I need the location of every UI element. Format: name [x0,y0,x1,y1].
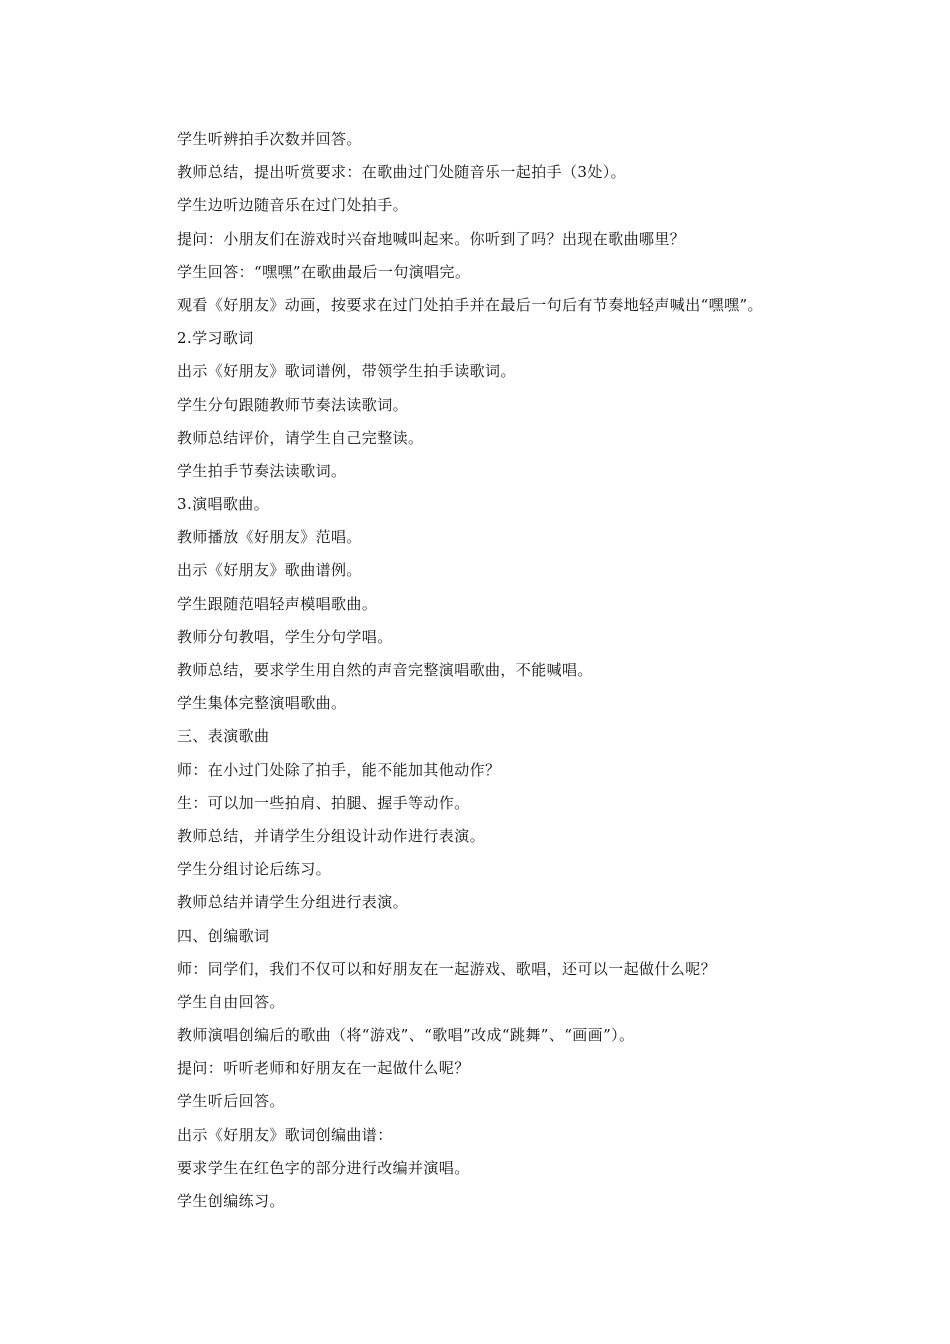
text-line: 学生创编练习。 [177,1192,285,1210]
document-body [177,123,877,1218]
text-line: 学生边听边随音乐在过门处拍手。 [177,196,409,215]
text-line: 学生拍手节奏法读歌词。 [177,461,347,480]
text-line: 学生跟随范唱轻声模唱歌曲。 [177,594,378,613]
text-line: 生：可以加一些拍肩、拍腿、握手等动作。 [177,793,470,812]
text-line: 教师播放《好朋友》范唱。 [177,528,362,547]
text-line: 学生自由回答。 [177,992,285,1011]
text-line: 教师分句教唱，学生分句学唱。 [177,627,393,646]
text-line: 出示《好朋友》歌词谱例，带领学生拍手读歌词。 [177,362,516,381]
text-line: 要求学生在红色字的部分进行改编并演唱。 [177,1158,470,1177]
text-line: 教师总结，并请学生分组设计动作进行表演。 [177,826,486,845]
text-line: 学生听辨拍手次数并回答。 [177,130,362,148]
section-heading: 2.学习歌词 [177,329,254,348]
section-heading: 四、创编歌词 [177,926,270,945]
text-line: 教师总结并请学生分组进行表演。 [177,893,409,912]
text-line: 学生听后回答。 [177,1092,285,1111]
text-line: 教师总结，提出听赏要求：在歌曲过门处随音乐一起拍手（3处）。 [177,163,627,182]
text-line: 学生分组讨论后练习。 [177,860,332,879]
text-line: 学生回答：“嘿嘿”在歌曲最后一句演唱完。 [177,262,471,281]
text-line: 教师演唱创编后的歌曲（将“游戏”、“歌唱”改成“跳舞”、“画画”）。 [177,1026,635,1045]
text-line: 师：同学们，我们不仅可以和好朋友在一起游戏、歌唱，还可以一起做什么呢？ [177,959,717,978]
text-line: 出示《好朋友》歌曲谱例。 [177,561,362,580]
section-heading: 三、表演歌曲 [177,727,270,746]
section-heading: 3.演唱歌曲。 [177,495,270,514]
text-line: 师：在小过门处除了拍手，能不能加其他动作？ [177,760,501,779]
text-line: 出示《好朋友》歌词创编曲谱： [177,1125,393,1144]
text-line: 教师总结评价，请学生自己完整读。 [177,428,424,447]
text-line: 提问：听听老师和好朋友在一起做什么呢？ [177,1059,470,1078]
text-line: 学生分句跟随教师节奏法读歌词。 [177,395,409,414]
text-line: 观看《好朋友》动画，按要求在过门处拍手并在最后一句后有节奏地轻声喊出“嘿嘿”。 [177,295,763,314]
text-line: 学生集体完整演唱歌曲。 [177,694,347,713]
text-line: 提问：小朋友们在游戏时兴奋地喊叫起来。你听到了吗？出现在歌曲哪里？ [177,229,686,248]
text-line: 教师总结，要求学生用自然的声音完整演唱歌曲，不能喊唱。 [177,661,593,679]
